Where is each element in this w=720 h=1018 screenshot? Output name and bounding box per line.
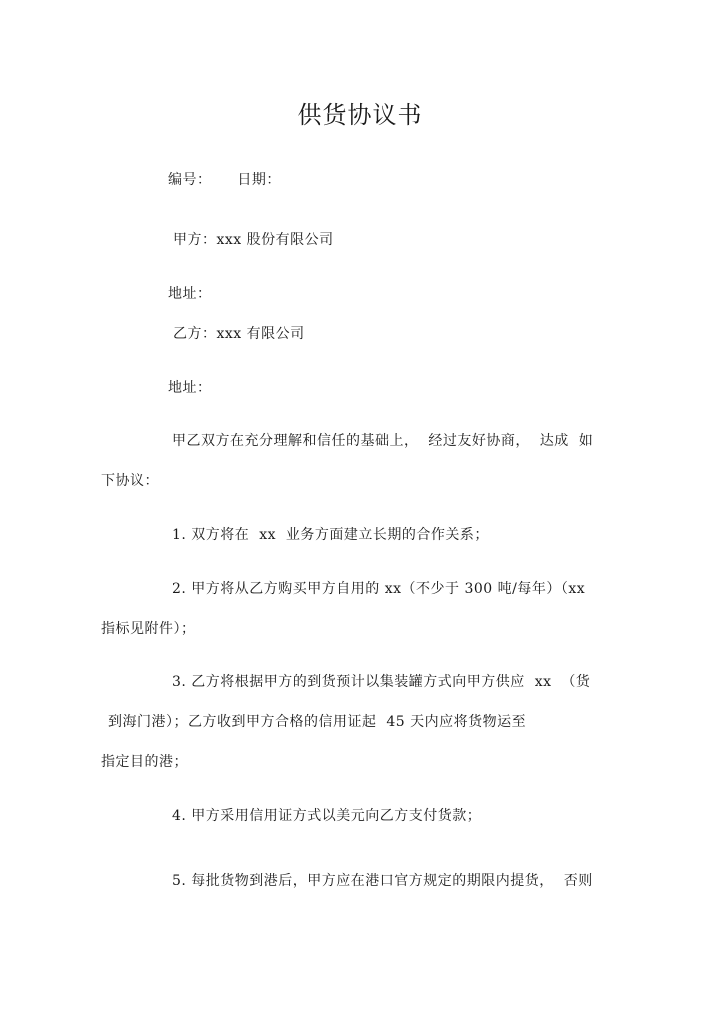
clause-1-line-1: 1. 双方将在 xx 业务方面建立长期的合作关系； [172,527,489,543]
party-a-name: 甲方：xxx 股份有限公司 [173,232,334,248]
document-title: 供货协议书 [297,101,423,129]
date-label: 日期： [237,172,281,188]
clause-2-line-2: 指标见附件）； [101,621,196,637]
clause-3-line-3: 指定目的港； [101,754,188,770]
header-line [168,171,281,189]
clause-3-line-2: 到海门港）；乙方收到甲方合格的信用证起 45 天内应将货物运至 [108,714,527,730]
number-label: 编号： [168,172,212,188]
clause-2-line-1: 2. 甲方将从乙方购买甲方自用的 xx（不少于 300 吨/每年）（xx [172,581,586,597]
party-b-name: 乙方：xxx 有限公司 [173,326,305,342]
intro-line-1: 甲乙双方在充分理解和信任的基础上， 经过友好协商， 达成 如 [172,433,594,449]
party-b-address-label: 地址： [168,380,212,396]
clause-3-line-1: 3. 乙方将根据甲方的到货预计以集装罐方式向甲方供应 xx （货 [172,674,591,690]
clause-5-line-1: 5. 每批货物到港后，甲方应在港口官方规定的期限内提货， 否则 [172,873,593,889]
intro-line-2: 下协议： [101,473,159,489]
clause-4-line-1: 4. 甲方采用信用证方式以美元向乙方支付货款； [172,808,482,824]
party-a-address-label: 地址： [168,286,212,302]
